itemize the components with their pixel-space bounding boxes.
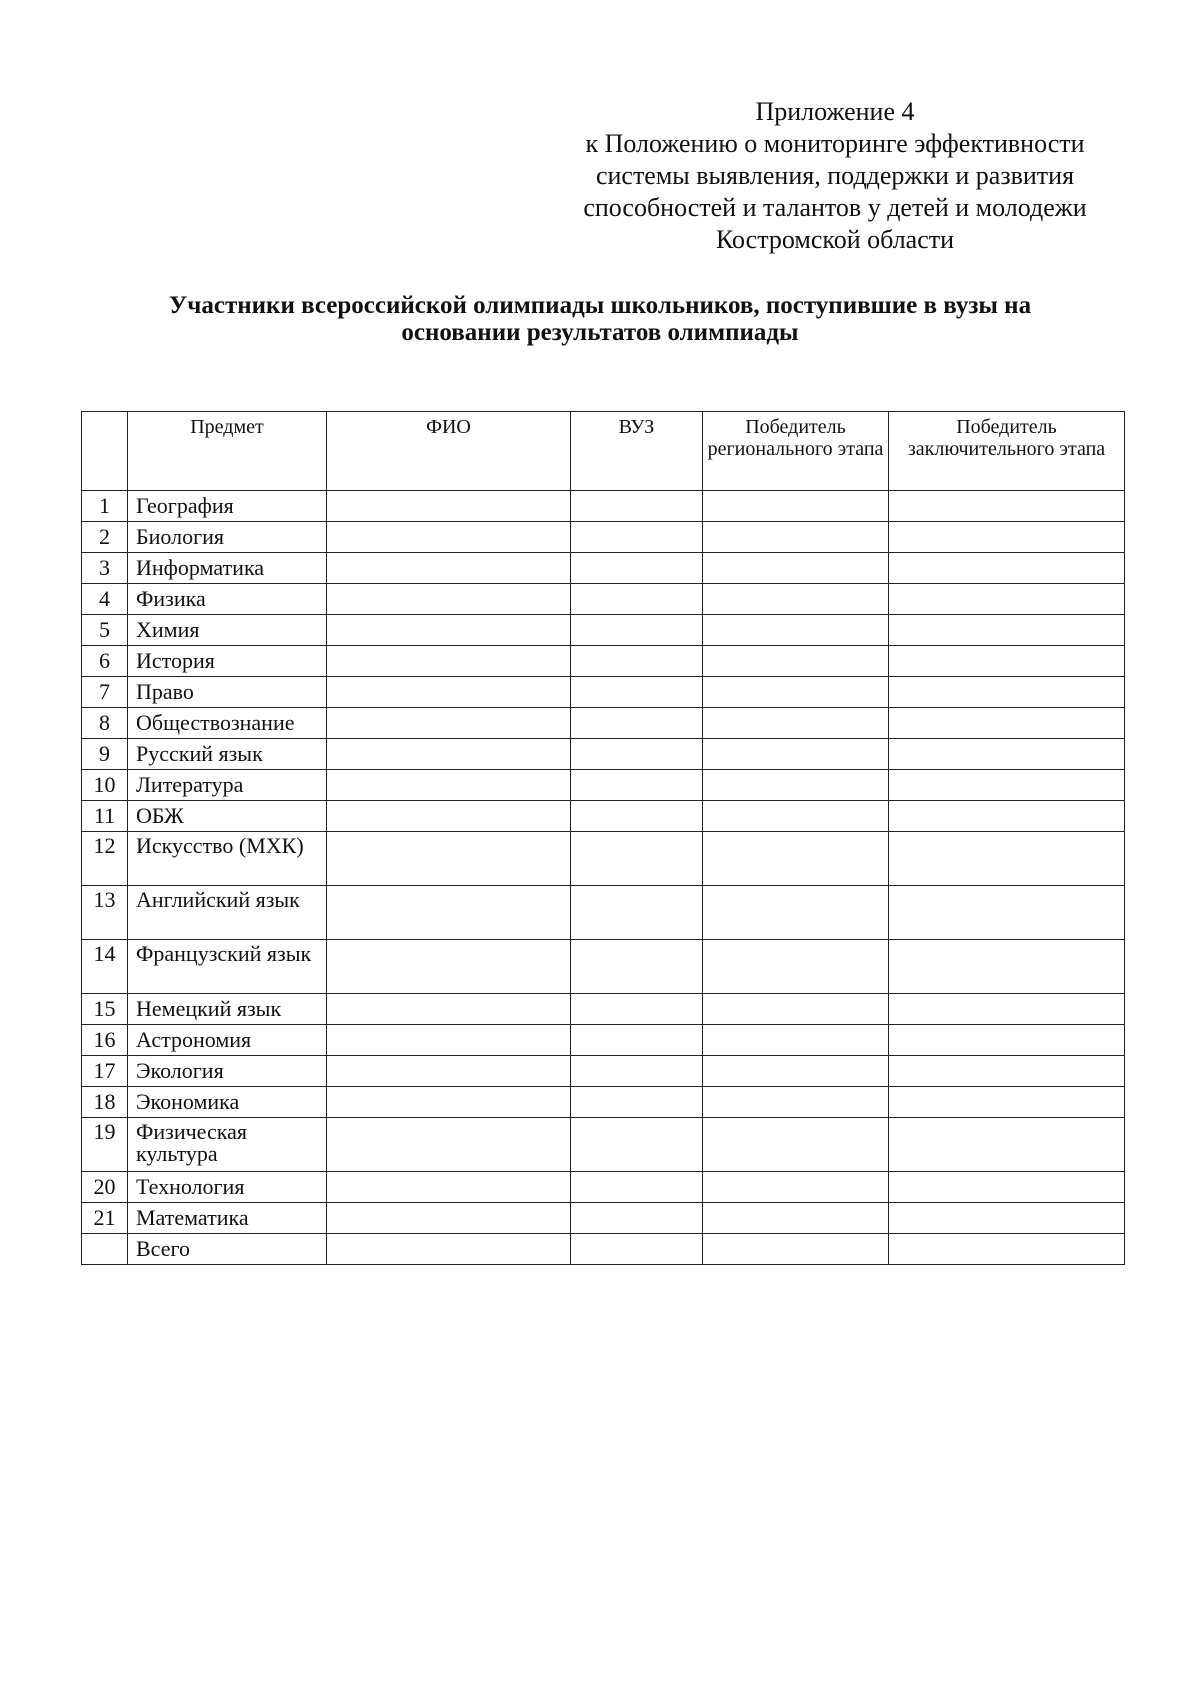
vuz-cell[interactable] <box>571 739 703 770</box>
subject-cell: Математика <box>128 1203 327 1234</box>
vuz-cell[interactable] <box>571 801 703 832</box>
vuz-cell[interactable] <box>571 1118 703 1172</box>
regional-winner-cell[interactable] <box>703 553 889 584</box>
regional-winner-cell[interactable] <box>703 1203 889 1234</box>
vuz-cell[interactable] <box>571 615 703 646</box>
row-number: 19 <box>82 1118 128 1172</box>
regional-winner-cell[interactable] <box>703 832 889 886</box>
fio-cell[interactable] <box>327 1087 571 1118</box>
final-winner-cell[interactable] <box>889 770 1125 801</box>
subject-cell: ОБЖ <box>128 801 327 832</box>
subject-cell: Физическая культура <box>128 1118 327 1172</box>
fio-cell[interactable] <box>327 940 571 994</box>
appendix-line: Приложение 4 <box>755 97 915 126</box>
row-number: 6 <box>82 646 128 677</box>
regional-winner-cell[interactable] <box>703 491 889 522</box>
final-winner-cell[interactable] <box>889 1203 1125 1234</box>
final-winner-cell[interactable] <box>889 1025 1125 1056</box>
vuz-cell[interactable] <box>571 1025 703 1056</box>
subject-cell: Русский язык <box>128 739 327 770</box>
vuz-cell[interactable] <box>571 770 703 801</box>
final-winner-cell[interactable] <box>889 677 1125 708</box>
total-label: Всего <box>128 1234 327 1265</box>
appendix-line: к Положению о мониторинге эффективности <box>585 129 1085 158</box>
regional-winner-cell[interactable] <box>703 1056 889 1087</box>
row-number <box>82 1234 128 1265</box>
table-row <box>82 1056 1125 1087</box>
vuz-cell[interactable] <box>571 1203 703 1234</box>
appendix-line: системы выявления, поддержки и развития <box>595 161 1075 190</box>
vuz-cell[interactable] <box>571 708 703 739</box>
table-row <box>82 770 1125 801</box>
appendix-line: способностей и талантов у детей и молодежи <box>583 193 1087 222</box>
final-winner-cell[interactable] <box>889 1087 1125 1118</box>
regional-winner-cell[interactable] <box>703 801 889 832</box>
fio-cell[interactable] <box>327 646 571 677</box>
subject-cell: Физика <box>128 584 327 615</box>
final-winner-cell[interactable] <box>889 994 1125 1025</box>
header-vuz: ВУЗ <box>571 412 703 491</box>
subject-cell: Астрономия <box>128 1025 327 1056</box>
row-number: 8 <box>82 708 128 739</box>
subject-cell: История <box>128 646 327 677</box>
row-number: 3 <box>82 553 128 584</box>
row-number: 18 <box>82 1087 128 1118</box>
row-number: 15 <box>82 994 128 1025</box>
header-fio: ФИО <box>327 412 571 491</box>
row-number: 9 <box>82 739 128 770</box>
appendix-header <box>540 96 1130 256</box>
row-number: 13 <box>82 886 128 940</box>
final-winner-cell[interactable] <box>889 522 1125 553</box>
fio-cell[interactable] <box>327 708 571 739</box>
subject-cell: Технология <box>128 1172 327 1203</box>
subject-cell: Информатика <box>128 553 327 584</box>
subject-cell: Английский язык <box>128 886 327 940</box>
vuz-cell[interactable] <box>571 1087 703 1118</box>
row-number: 7 <box>82 677 128 708</box>
subject-cell: География <box>128 491 327 522</box>
vuz-cell[interactable] <box>571 1172 703 1203</box>
table-row <box>82 832 1125 886</box>
vuz-cell[interactable] <box>571 584 703 615</box>
regional-winner-cell[interactable] <box>703 1025 889 1056</box>
final-winner-cell[interactable] <box>889 708 1125 739</box>
final-winner-cell[interactable] <box>889 801 1125 832</box>
table-row <box>82 739 1125 770</box>
subject-cell: Искусство (МХК) <box>128 832 327 886</box>
row-number: 2 <box>82 522 128 553</box>
table-row <box>82 1087 1125 1118</box>
appendix-line: Костромской области <box>715 225 955 254</box>
final-winner-cell[interactable] <box>889 886 1125 940</box>
table-row <box>82 1203 1125 1234</box>
subject-cell: Литература <box>128 770 327 801</box>
final-winner-cell[interactable] <box>889 646 1125 677</box>
regional-winner-cell[interactable] <box>703 522 889 553</box>
fio-cell[interactable] <box>327 832 571 886</box>
regional-winner-cell[interactable] <box>703 646 889 677</box>
vuz-cell[interactable] <box>571 1234 703 1265</box>
vuz-cell[interactable] <box>571 886 703 940</box>
fio-cell[interactable] <box>327 584 571 615</box>
vuz-cell[interactable] <box>571 491 703 522</box>
table-row <box>82 886 1125 940</box>
title-line-2: основании результатов олимпиады <box>401 319 799 346</box>
fio-cell[interactable] <box>327 1234 571 1265</box>
final-winner-cell[interactable] <box>889 615 1125 646</box>
regional-winner-cell[interactable] <box>703 1118 889 1172</box>
row-number: 12 <box>82 832 128 886</box>
final-winner-cell[interactable] <box>889 584 1125 615</box>
table-row <box>82 1118 1125 1172</box>
regional-winner-cell[interactable] <box>703 886 889 940</box>
row-number: 14 <box>82 940 128 994</box>
regional-winner-cell[interactable] <box>703 1087 889 1118</box>
subject-cell: Французский язык <box>128 940 327 994</box>
table-row <box>82 801 1125 832</box>
regional-winner-cell[interactable] <box>703 994 889 1025</box>
vuz-cell[interactable] <box>571 940 703 994</box>
vuz-cell[interactable] <box>571 832 703 886</box>
table-row <box>82 1172 1125 1203</box>
row-number: 17 <box>82 1056 128 1087</box>
final-winner-cell[interactable] <box>889 1234 1125 1265</box>
vuz-cell[interactable] <box>571 646 703 677</box>
table-row <box>82 584 1125 615</box>
subject-cell: Экология <box>128 1056 327 1087</box>
olympiad-table <box>81 411 1125 1265</box>
regional-winner-cell[interactable] <box>703 940 889 994</box>
row-number: 20 <box>82 1172 128 1203</box>
regional-winner-cell[interactable] <box>703 770 889 801</box>
fio-cell[interactable] <box>327 553 571 584</box>
fio-cell[interactable] <box>327 1025 571 1056</box>
fio-cell[interactable] <box>327 886 571 940</box>
total-row <box>82 1234 1125 1265</box>
fio-cell[interactable] <box>327 1056 571 1087</box>
header-final-winner: Победитель заключительного этапа <box>889 412 1125 491</box>
final-winner-cell[interactable] <box>889 739 1125 770</box>
vuz-cell[interactable] <box>571 553 703 584</box>
table-row <box>82 522 1125 553</box>
row-number: 11 <box>82 801 128 832</box>
regional-winner-cell[interactable] <box>703 1234 889 1265</box>
subject-cell: Немецкий язык <box>128 994 327 1025</box>
table-row <box>82 1025 1125 1056</box>
table-header-row <box>82 412 1125 491</box>
table-row <box>82 677 1125 708</box>
table-row <box>82 615 1125 646</box>
final-winner-cell[interactable] <box>889 1172 1125 1203</box>
fio-cell[interactable] <box>327 1172 571 1203</box>
final-winner-cell[interactable] <box>889 1056 1125 1087</box>
table-row <box>82 553 1125 584</box>
row-number: 5 <box>82 615 128 646</box>
regional-winner-cell[interactable] <box>703 1172 889 1203</box>
vuz-cell[interactable] <box>571 994 703 1025</box>
table-body <box>82 491 1125 1265</box>
table-row <box>82 708 1125 739</box>
row-number: 16 <box>82 1025 128 1056</box>
regional-winner-cell[interactable] <box>703 615 889 646</box>
header-regional-winner: Победитель регионального этапа <box>703 412 889 491</box>
fio-cell[interactable] <box>327 677 571 708</box>
regional-winner-cell[interactable] <box>703 677 889 708</box>
row-number: 10 <box>82 770 128 801</box>
regional-winner-cell[interactable] <box>703 584 889 615</box>
fio-cell[interactable] <box>327 770 571 801</box>
final-winner-cell[interactable] <box>889 940 1125 994</box>
fio-cell[interactable] <box>327 1203 571 1234</box>
subject-cell: Право <box>128 677 327 708</box>
final-winner-cell[interactable] <box>889 553 1125 584</box>
table-row <box>82 646 1125 677</box>
header-subject: Предмет <box>128 412 327 491</box>
row-number: 21 <box>82 1203 128 1234</box>
final-winner-cell[interactable] <box>889 1118 1125 1172</box>
fio-cell[interactable] <box>327 739 571 770</box>
fio-cell[interactable] <box>327 994 571 1025</box>
vuz-cell[interactable] <box>571 677 703 708</box>
vuz-cell[interactable] <box>571 1056 703 1087</box>
final-winner-cell[interactable] <box>889 491 1125 522</box>
subject-cell: Обществознание <box>128 708 327 739</box>
fio-cell[interactable] <box>327 801 571 832</box>
fio-cell[interactable] <box>327 615 571 646</box>
regional-winner-cell[interactable] <box>703 739 889 770</box>
header-num <box>82 412 128 491</box>
fio-cell[interactable] <box>327 491 571 522</box>
subject-cell: Химия <box>128 615 327 646</box>
fio-cell[interactable] <box>327 1118 571 1172</box>
vuz-cell[interactable] <box>571 522 703 553</box>
table-row <box>82 491 1125 522</box>
row-number: 4 <box>82 584 128 615</box>
title-line-1: Участники всероссийской олимпиады школьников, поступившие в вузы на <box>168 292 1032 319</box>
final-winner-cell[interactable] <box>889 832 1125 886</box>
subject-cell: Экономика <box>128 1087 327 1118</box>
fio-cell[interactable] <box>327 522 571 553</box>
document-title <box>80 292 1120 346</box>
table-row <box>82 940 1125 994</box>
row-number: 1 <box>82 491 128 522</box>
regional-winner-cell[interactable] <box>703 708 889 739</box>
subject-cell: Биология <box>128 522 327 553</box>
table-row <box>82 994 1125 1025</box>
